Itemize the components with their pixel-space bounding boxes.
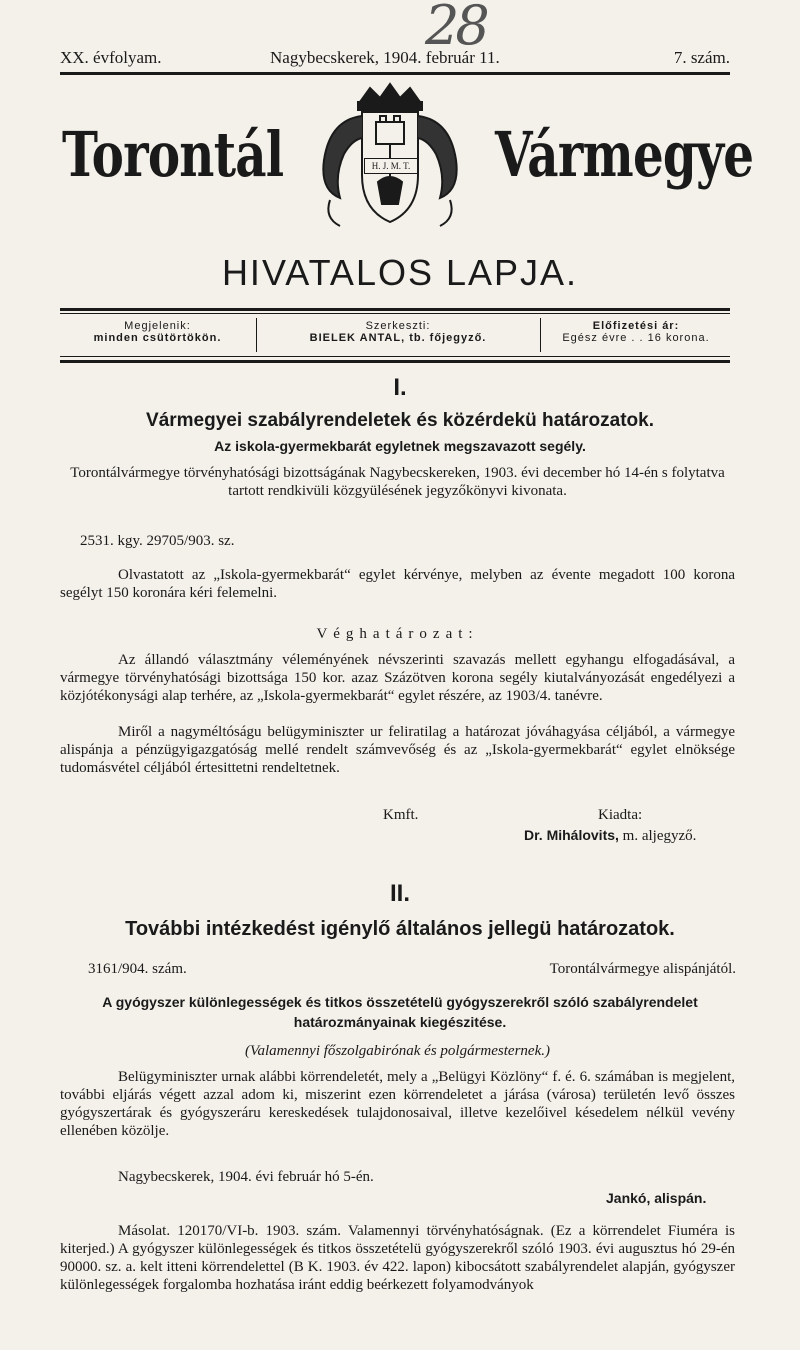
masthead-left: Torontál [62, 118, 284, 191]
section-1-para2: Az állandó választmány véleményének névszerinti szavazás mellett egyhangu elfogadásával, a vármegye törvényhatósági bizottsága 150 kor. azaz Százötven korona segély kiutalványozását engedélyezi a közjótékonysági alap terhére, az „Iskola-gyermekbarát“ egylet részére, az 1903/4. tanévre. [60, 652, 735, 704]
section-1-para1: Olvastatott az „Iskola-gyermekbarát“ egylet kérvénye, melyben az évente megadott 100 korona segélyt 150 koronára kéri felemelni. [60, 567, 735, 601]
section-1-para3: Miről a nagyméltóságu belügyminiszter ur feliratilag a határozat jóváhagyása céljából, a vármegye alispánja a pénzügyigazgatóság mellé rendelt számvevőség és az „Iskola-gyermekbarát“ egylet elnöksége tudomásvétel céljából értesittetni rendeltetnek. [60, 724, 735, 776]
handwritten-page-number: 28 [425, 0, 486, 57]
section-1-subtitle: Az iskola-gyermekbarát egyletnek megszavazott segély. [214, 438, 586, 454]
section-2-para1: Belügyminiszter urnak alábbi körrendeletét, mely a „Belügyi Közlöny“ f. é. 6. számában is megjelent, további eljárás végett azzal adom ki, miszerint ezen körrendeletet a járása (városa) területén levő összes gyógyszertárak és gyógyszeráru kereskedések tulajdonosaival, illetve kezelőivel késedelem nélkül vevény ellenében közölje. [60, 1069, 735, 1139]
header-rule [60, 72, 730, 75]
section-1-signature [524, 826, 696, 845]
info-editor [258, 320, 538, 344]
info-editor-value: BIELEK ANTAL, tb. főjegyző. [309, 332, 487, 344]
section-1-ref: 2531. kgy. 29705/903. sz. [80, 533, 235, 549]
section-2-signature: Jankó, alispán. [606, 1190, 707, 1206]
section-2-ref-right: Torontálvármegye alispánjától. [549, 961, 736, 977]
section-1-signature-title: m. aljegyző. [622, 828, 697, 844]
section-2-number: II. [389, 880, 410, 907]
info-divider-2 [540, 318, 541, 352]
info-price [542, 320, 730, 344]
section-2-para2: Másolat. 120170/VI-b. 1903. szám. Valamennyi törvényhatóságnak. (Ez a körrendelet Fiuméra is kiterjed.) A gyógyszer különlegességek és titkos összetételü gyógyszerekről szóló 1903. évi augusztus hó 29-én 90000. sz. a. kelt itteni körrendelettel (B K. 1903. év 422. lapon) kibocsátott szabályrendelet alapján, gyógyszer különlegességek forgalomba hozhatása iránt eddig beérkezett folyamodványok [60, 1223, 735, 1293]
section-2-subtitle-line1: A gyógyszer különlegességek és titkos összetételü gyógyszerekről szóló szabályrendelet [102, 994, 698, 1010]
section-1-signature-name: Dr. Mihálovits, [524, 827, 619, 843]
section-1-intro: Torontálvármegye törvényhatósági bizottságának Nagybecskereken, 1903. évi december hó 14-én s folytatva tartott rendkivüli közgyülésének jegyzőkönyvi kivonata. [70, 465, 725, 499]
section-1-kiadta: Kiadta: [598, 807, 643, 823]
section-2-title: További intézkedést igénylő általános jellegü határozatok. [125, 918, 675, 940]
info-rule-top [60, 308, 730, 311]
info-editor-label: Szerkeszti: [365, 320, 431, 332]
section-1-kmft: Kmft. [383, 807, 419, 823]
masthead-subtitle: HIVATALOS LAPJA. [221, 252, 579, 293]
section-2-ref-left: 3161/904. szám. [88, 961, 187, 977]
coat-of-arms [310, 80, 470, 240]
place-date: Nagybecskerek, 1904. február 11. [270, 48, 500, 67]
volume-label: XX. évfolyam. [60, 48, 162, 67]
info-divider-1 [256, 318, 257, 352]
masthead-right: Vármegye [495, 118, 754, 191]
info-rule-bottom [60, 360, 730, 363]
section-2-addressee: (Valamennyi főszolgabirónak és polgármesternek.) [245, 1043, 550, 1059]
info-publication-label: Megjelenik: [124, 320, 191, 332]
section-2-date: Nagybecskerek, 1904. évi február hó 5-én. [118, 1169, 374, 1185]
section-1-number: I. [393, 374, 407, 401]
info-rule-top-thin [60, 313, 730, 314]
info-rule-bottom-thin [60, 356, 730, 357]
info-price-label: Előfizetési ár: [592, 320, 680, 332]
info-publication [60, 320, 255, 344]
crest-ribbon: H. J. M. T. [364, 158, 418, 174]
issue-number: 7. szám. [673, 48, 730, 67]
section-1-decision-heading: Véghatározat: [316, 626, 479, 642]
info-publication-value: minden csütörtökön. [93, 332, 222, 344]
info-price-value: Egész évre . . 16 korona. [562, 332, 710, 344]
section-2-subtitle-line2: határozmányainak kiegészitése. [293, 1014, 507, 1030]
section-1-title: Vármegyei szabályrendeletek és közérdekü határozatok. [146, 410, 654, 431]
